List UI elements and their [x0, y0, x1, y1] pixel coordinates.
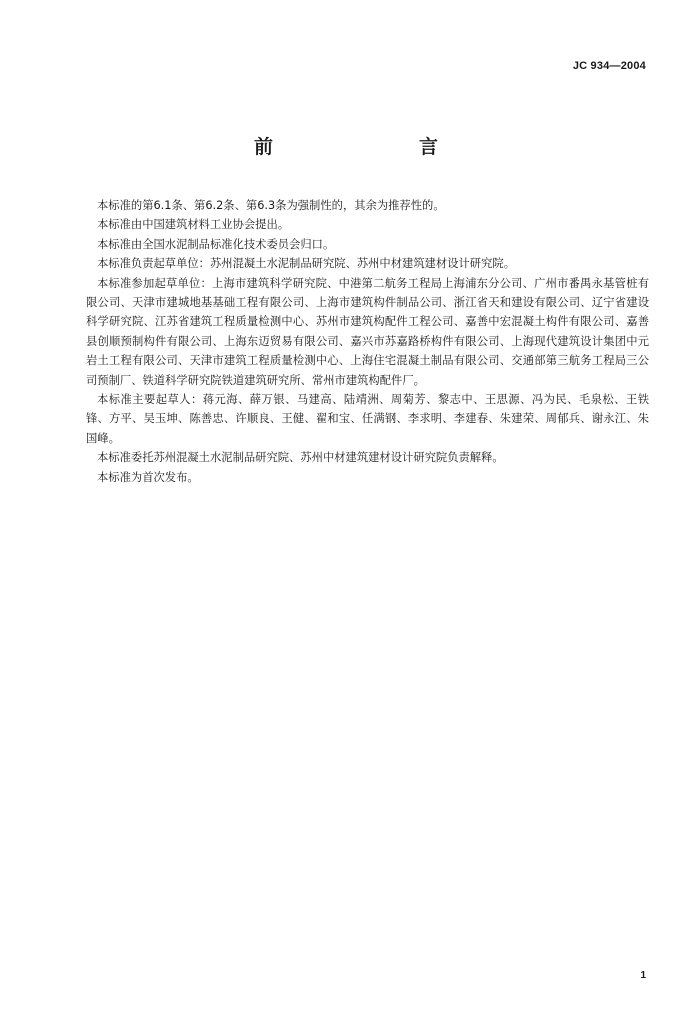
standard-code: JC 934—2004 — [572, 60, 646, 72]
page-title: 前 言 — [253, 136, 474, 158]
paragraph-responsible-drafter: 本标准负责起草单位：苏州混凝土水泥制品研究院、苏州中材建筑建材设计研究院。 — [97, 257, 515, 271]
paragraph-mandatory-clauses: 本标准的第6.1条、第6.2条、第6.3条为强制性的，其余为推荐性的。 — [97, 199, 445, 212]
paragraph-proposed-by: 本标准由中国建筑材料工业协会提出。 — [97, 218, 290, 232]
page-number: 1 — [640, 970, 646, 981]
paragraph-centralized-by: 本标准由全国水泥制品标准化技术委员会归口。 — [97, 237, 335, 251]
paragraph-main-drafters: 本标准主要起草人：蒋元海、薛万银、马建高、陆靖洲、周菊芳、黎志中、王思源、冯为民、毛泉松、王铁锋、方平、吴玉坤、陈善忠、许顺良、王健、翟和宝、任满钢、李求明、李建春、朱建荣、周郁兵、谢永江、朱国峰。 — [86, 393, 649, 445]
paragraph-participating-drafters: 本标准参加起草单位：上海市建筑科学研究院、中港第二航务工程局上海浦东分公司、广州市番禺永基管桩有限公司、天津市建城地基基础工程有限公司、上海市建筑构件制品公司、浙江省天和建设有限公司、辽宁省建设科学研究院、江苏省建筑工程质量检测中心、苏州市建筑构配件工程公司、嘉善中宏混凝土构件有限公司、嘉善县创顺预制构件有限公司、上海东迈贸易有限公司、嘉兴市苏嘉路桥构件有限公司、上海现代建筑设计集团中元岩土工程有限公司、天津市建筑工程质量检测中心、上海住宅混凝土制品有限公司、交通部第三航务工程局三公司预制厂、铁道科学研究院铁道建筑研究所、常州市建筑构配件厂。 — [86, 276, 649, 387]
paragraph-interpretation: 本标准委托苏州混凝土水泥制品研究院、苏州中材建筑建材设计研究院负责解释。 — [97, 451, 504, 465]
paragraph-first-release: 本标准为首次发布。 — [97, 470, 199, 484]
foreword-body — [86, 196, 649, 487]
